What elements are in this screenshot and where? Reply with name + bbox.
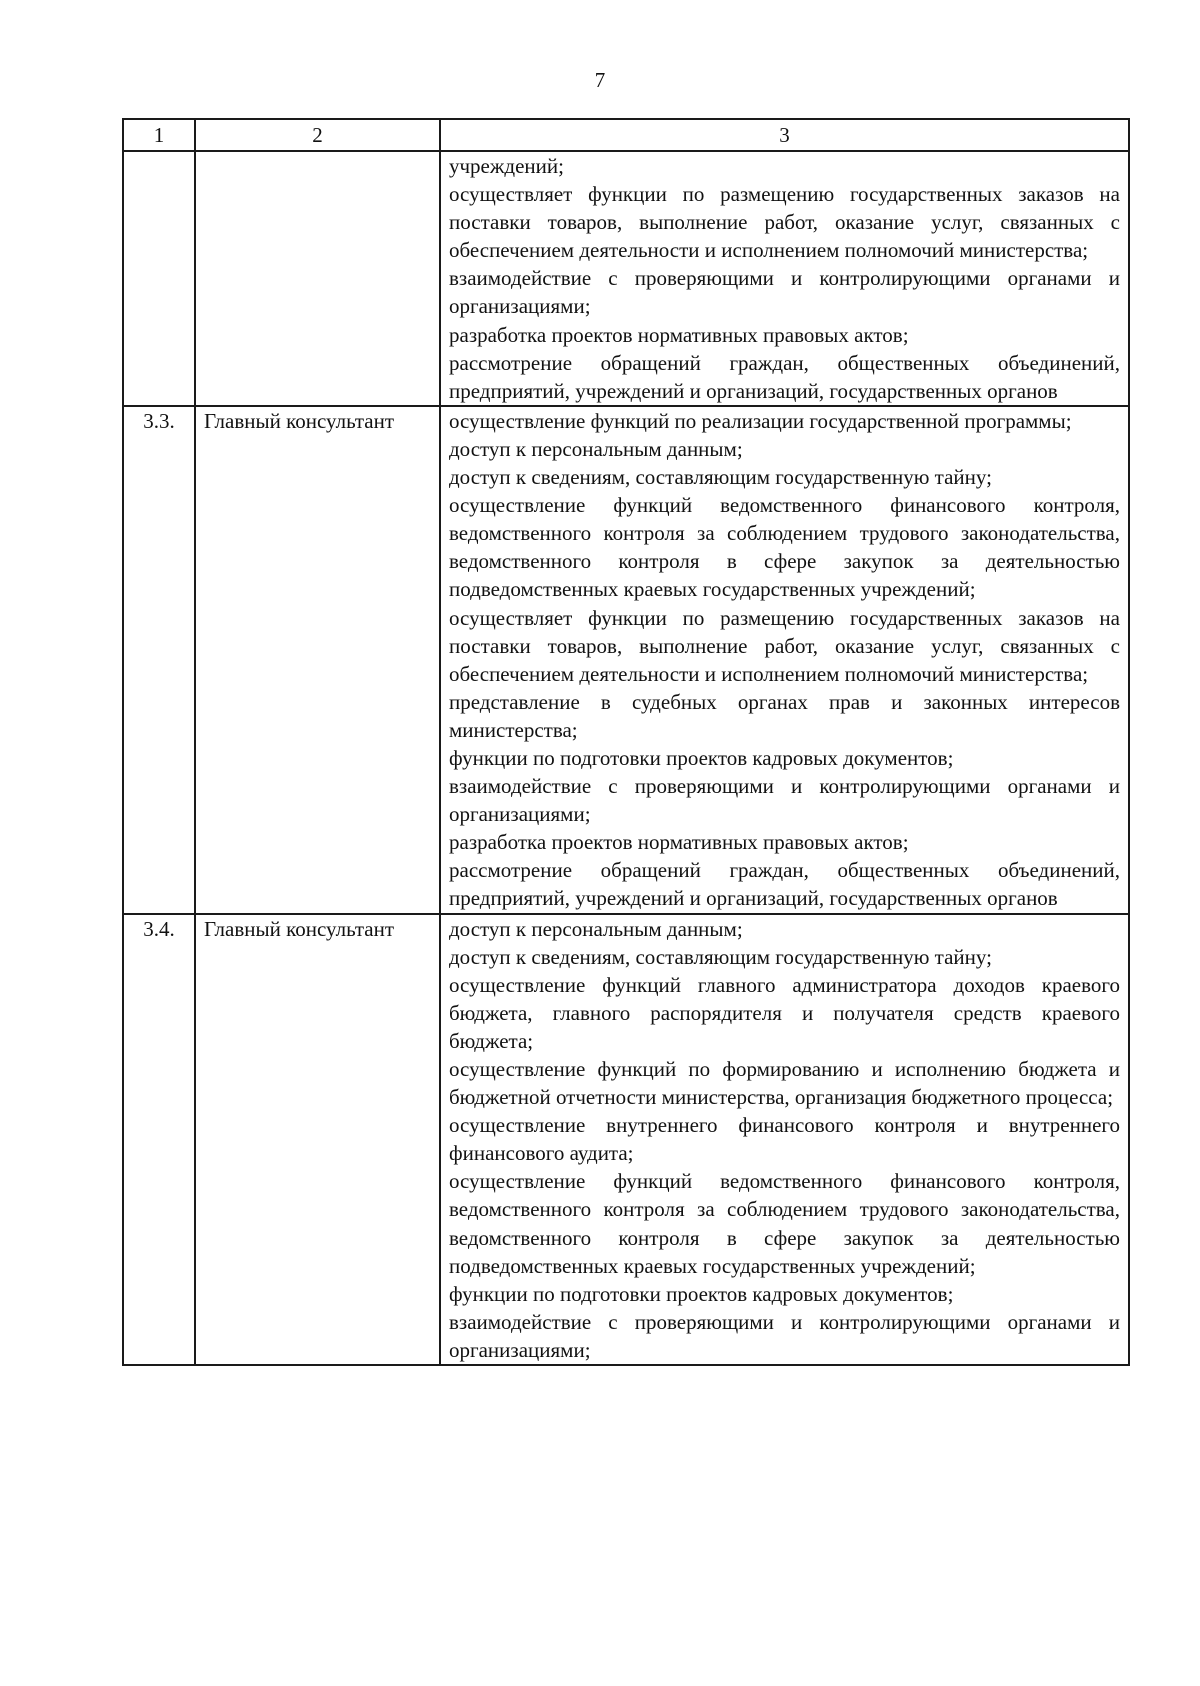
row-number: 3.4.: [123, 914, 195, 1366]
table-row: [123, 406, 1129, 914]
table-header-row: [123, 119, 1129, 151]
duty-item: рассмотрение обращений граждан, общественных объединений, предприятий, учреждений и организаций, государственных органов: [449, 350, 1120, 403]
duty-item: рассмотрение обращений граждан, общественных объединений, предприятий, учреждений и организаций, государственных органов: [449, 858, 1120, 911]
duty-item: взаимодействие с проверяющими и контролирующими органами и организациями;: [449, 1309, 1120, 1362]
duty-item: доступ к сведениям, составляющим государственную тайну;: [449, 465, 992, 490]
position-title: Главный консультант: [195, 406, 440, 914]
duty-item: учреждений;: [449, 154, 564, 178]
duty-item: осуществление функций главного администратора доходов краевого бюджета, главного распорядителя и получателя средств краевого бюджета;: [449, 972, 1120, 1053]
duty-item: осуществление функций ведомственного финансового контроля, ведомственного контроля за соблюдением трудового законодательства, ведомственного контроля в сфере закупок за деятельностью подведомственных краевых государственных учреждений;: [449, 493, 1120, 602]
duty-item: доступ к сведениям, составляющим государственную тайну;: [449, 944, 992, 969]
duty-item: осуществление внутреннего финансового контроля и внутреннего финансового аудита;: [449, 1113, 1120, 1166]
position-title: Главный консультант: [195, 914, 440, 1366]
duty-item: взаимодействие с проверяющими и контролирующими органами и организациями;: [449, 266, 1120, 319]
row-number: [123, 151, 195, 406]
duties-table: [122, 118, 1130, 1366]
column-header-1: 1: [123, 119, 195, 151]
table-row: [123, 151, 1129, 406]
position-title: [195, 151, 440, 406]
page-number: 7: [594, 68, 606, 92]
duty-item: доступ к персональным данным;: [449, 916, 743, 941]
duty-item: доступ к персональным данным;: [449, 436, 743, 461]
column-header-2: 2: [195, 119, 440, 151]
table-row: [123, 914, 1129, 1366]
duty-item: функции по подготовки проектов кадровых документов;: [449, 745, 954, 770]
duty-item: разработка проектов нормативных правовых актов;: [449, 830, 909, 855]
duty-item: осуществляет функции по размещению государственных заказов на поставки товаров, выполнение работ, оказание услуг, связанных с обеспечением деятельности и исполнением полномочий министерства;: [449, 605, 1120, 686]
duty-item: функции по подготовки проектов кадровых документов;: [449, 1281, 954, 1306]
duty-item: осуществление функций по формированию и исполнению бюджета и бюджетной отчетности министерства, организация бюджетного процесса;: [449, 1057, 1120, 1110]
column-header-3: 3: [440, 119, 1129, 151]
duty-item: осуществление функций ведомственного финансового контроля, ведомственного контроля за соблюдением трудового законодательства, ведомственного контроля в сфере закупок за деятельностью подведомственных краевых государственных учреждений;: [449, 1169, 1120, 1278]
row-number: 3.3.: [123, 406, 195, 914]
duties-cell: [440, 914, 1129, 1366]
duty-item: взаимодействие с проверяющими и контролирующими органами и организациями;: [449, 774, 1120, 827]
duty-item: представление в судебных органах прав и законных интересов министерства;: [449, 689, 1120, 742]
duty-item: осуществление функций по реализации государственной программы;: [449, 408, 1072, 433]
duties-cell: [440, 406, 1129, 914]
duty-item: осуществляет функции по размещению государственных заказов на поставки товаров, выполнение работ, оказание услуг, связанных с обеспечением деятельности и исполнением полномочий министерства;: [449, 182, 1120, 263]
duties-cell: [440, 151, 1129, 406]
duty-item: разработка проектов нормативных правовых актов;: [449, 322, 909, 347]
